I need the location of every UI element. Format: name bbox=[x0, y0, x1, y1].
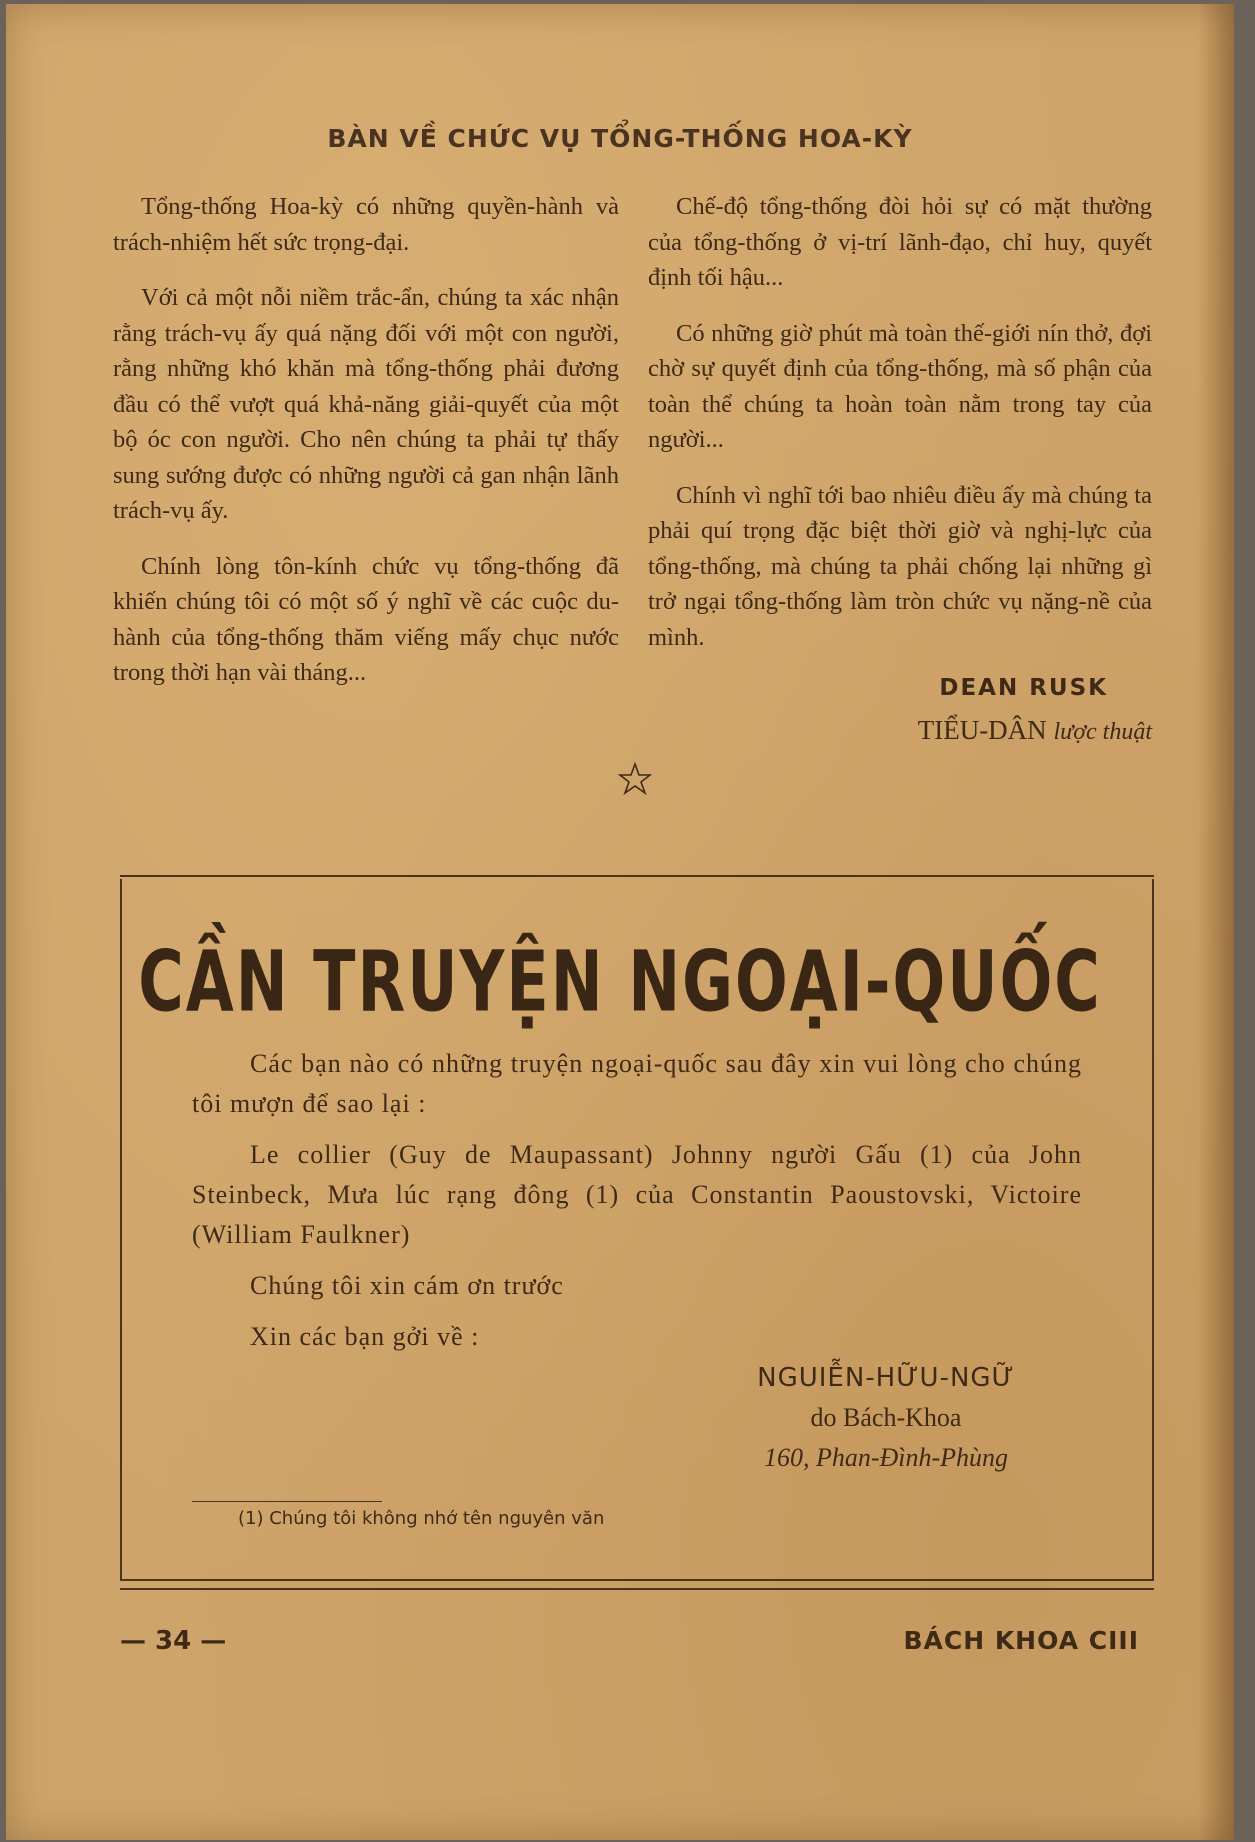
article-translator-line bbox=[648, 713, 1152, 751]
page-edge-shadow bbox=[1198, 4, 1234, 1840]
footer-divider bbox=[120, 1588, 1154, 1590]
translator-note: lược thuật bbox=[1053, 718, 1152, 745]
notice-title: CẦN TRUYỆN NGOẠI-QUỐC bbox=[138, 932, 1102, 1031]
running-head: BÀN VỀ CHỨC VỤ TỔNG-THỐNG HOA-KỲ bbox=[327, 124, 913, 153]
footnote: (1) Chúng tôi không nhớ tên nguyên văn bbox=[238, 1508, 605, 1529]
notice-paragraph: Xin các bạn gởi về : bbox=[250, 1322, 480, 1351]
star-ornament-icon bbox=[618, 762, 652, 796]
notice-body bbox=[192, 1044, 1082, 1368]
footnote-rule bbox=[192, 1501, 382, 1502]
article-translator: TIỂU-DÂN bbox=[917, 714, 1047, 745]
article-left-column bbox=[113, 189, 619, 711]
article-author: DEAN RUSK bbox=[939, 675, 1108, 701]
article-paragraph: Chính lòng tôn-kính chức vụ tổng-thống đã khiến chúng tôi có một số ý nghĩ về các cuộc du-hành của tổng-thống thăm viếng mấy chục nước trong thời hạn vài tháng... bbox=[113, 552, 619, 686]
address-name: NGUIỄN-HỮU-NGỮ bbox=[757, 1363, 1015, 1393]
section-divider-top bbox=[120, 875, 1154, 877]
article-paragraph: Chính vì nghĩ tới bao nhiêu điều ấy mà chúng ta phải quí trọng đặc biệt thời giờ và nghị-lực của tổng-thống, mà chúng ta phải chống lại những gì trở ngại tổng-thống làm tròn chức vụ nặng-nề của mình. bbox=[648, 481, 1152, 651]
magazine-page bbox=[6, 4, 1234, 1840]
notice-paragraph: Các bạn nào có những truyện ngoại-quốc sau đây xin vui lòng cho chúng tôi mượn để sao lại : bbox=[192, 1049, 1082, 1118]
article-right-column bbox=[648, 189, 1152, 750]
article-paragraph: Với cả một nỗi niềm trắc-ẩn, chúng ta xác nhận rằng trách-vụ ấy quá nặng đối với một con người, rằng những khó khăn mà tổng-thống phải đương đầu có thể vượt quá khả-năng giải-quyết của một bộ óc con người. Cho nên chúng ta phải tự thấy sung sướng được có những người cả gan nhận lãnh trách-vụ ấy. bbox=[113, 284, 619, 524]
address-street: 160, Phan-Đình-Phùng bbox=[763, 1443, 1009, 1472]
article-paragraph: Tổng-thống Hoa-kỳ có những quyền-hành và trách-nhiệm hết sức trọng-đại. bbox=[113, 193, 619, 256]
journal-name: BÁCH KHOA CIII bbox=[903, 1626, 1139, 1655]
article-paragraph: Có những giờ phút mà toàn thế-giới nín thở, đợi chờ sự quyết định của tổng-thống, mà số phận của toàn thể chúng ta hoàn toàn nằm trong tay của người... bbox=[648, 319, 1152, 453]
notice-paragraph: Le collier (Guy de Maupassant) Johnny người Gấu (1) của John Steinbeck, Mưa lúc rạng đông (1) của Constantin Paoustovski, Victoire (William Faulkner) bbox=[192, 1140, 1082, 1249]
notice-address bbox=[706, 1358, 1066, 1478]
article-paragraph: Chế-độ tổng-thống đòi hỏi sự có mặt thường của tổng-thống ở vị-trí lãnh-đạo, chỉ huy, quyết định tối hậu... bbox=[648, 193, 1152, 291]
page-number: — 34 — bbox=[120, 1626, 227, 1656]
notice-paragraph: Chúng tôi xin cám ơn trước bbox=[250, 1271, 564, 1300]
address-care-of: do Bách-Khoa bbox=[810, 1403, 962, 1432]
